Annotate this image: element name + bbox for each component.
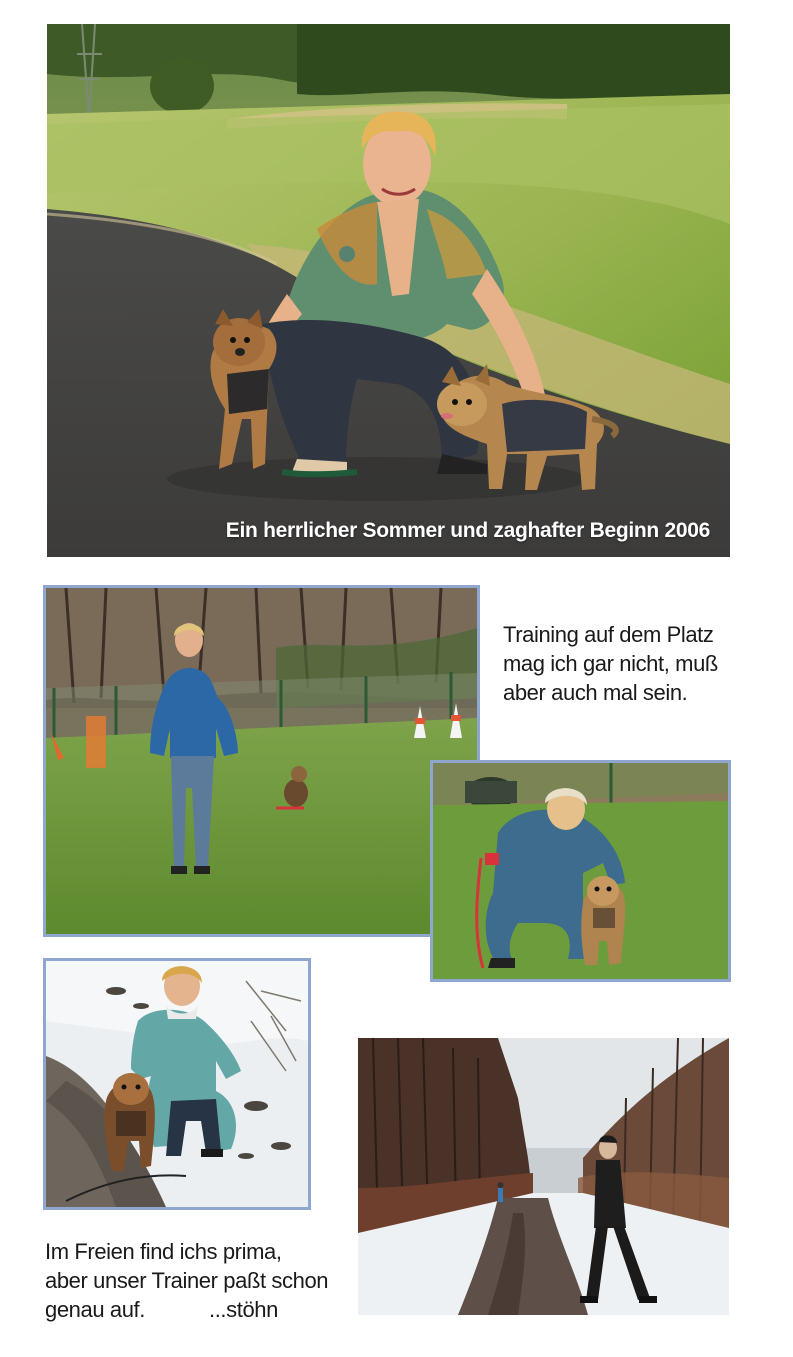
training-text (503, 620, 718, 707)
photo-summer-road-image (47, 24, 730, 557)
freien-text (45, 1237, 328, 1324)
photo-summer-road (47, 24, 730, 557)
training-text-line-2: mag ich gar nicht, muß (503, 651, 718, 676)
training-text-line-3: aber auch mal sein. (503, 680, 688, 705)
photo-snow-crouch (43, 958, 311, 1210)
training-text-line-1: Training auf dem Platz (503, 622, 714, 647)
photo-snow-path (358, 1038, 729, 1315)
photo-training-walk (43, 585, 480, 937)
photo-snow-crouch-image (46, 961, 308, 1207)
freien-text-line-2: aber unser Trainer paßt schon (45, 1268, 329, 1293)
photo-training-crouch (430, 760, 731, 982)
photo-snow-path-image (358, 1038, 729, 1315)
freien-text-line-3-b: ...stöhn (209, 1297, 278, 1322)
photo-training-crouch-image (433, 763, 728, 979)
freien-text-line-3-a: genau auf. (45, 1297, 145, 1322)
freien-text-line-3 (45, 1295, 328, 1324)
freien-text-line-1: Im Freien find ichs prima, (45, 1239, 282, 1264)
photo-summer-caption: Ein herrlicher Sommer und zaghafter Beginn 2006 (225, 519, 710, 542)
photo-training-walk-image (46, 588, 477, 934)
